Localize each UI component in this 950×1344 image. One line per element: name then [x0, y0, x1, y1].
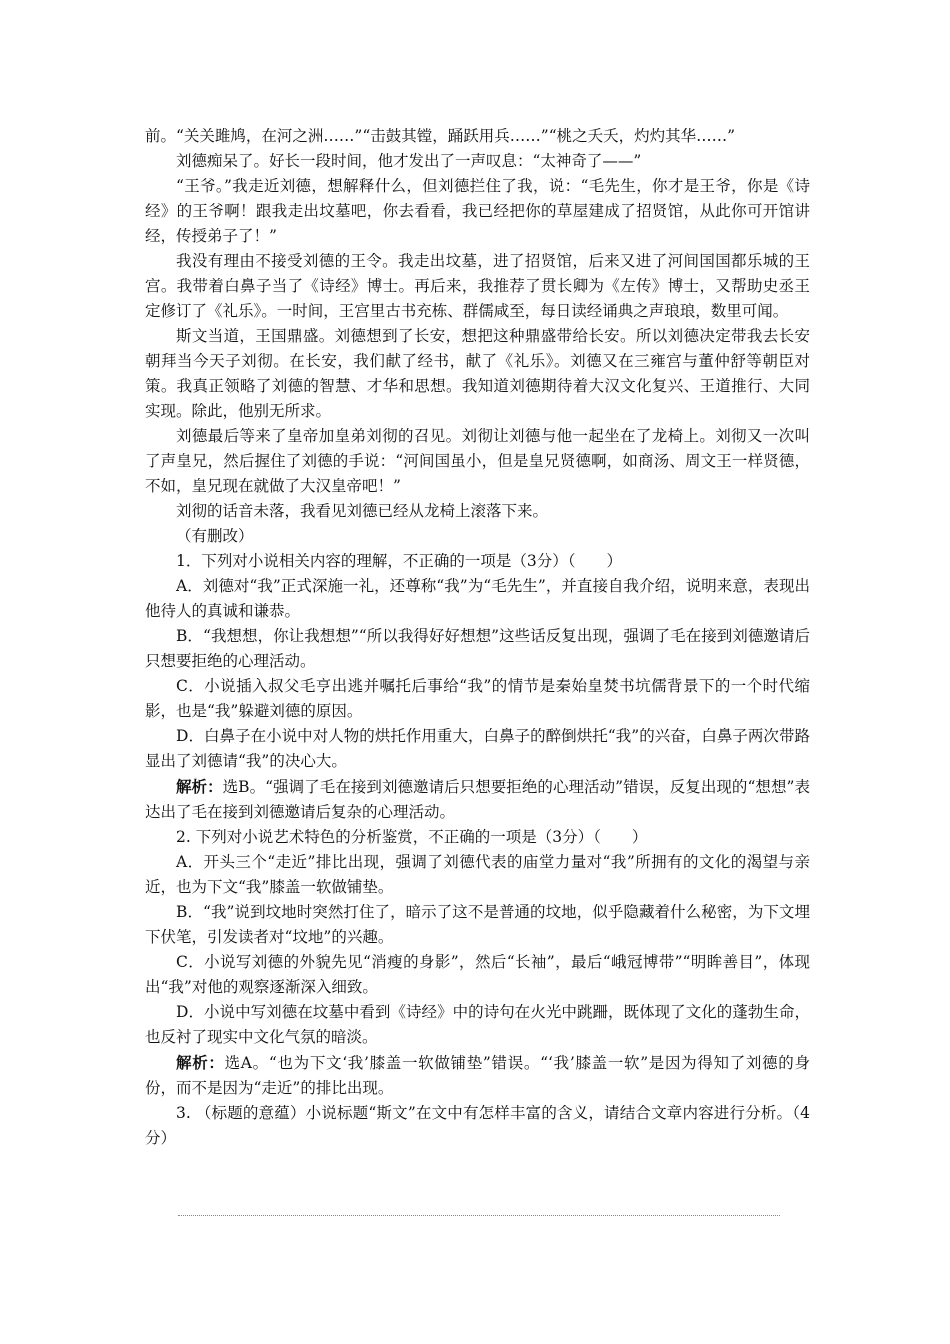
- question-3: 3. （标题的意蕴）小说标题“斯文”在文中有怎样丰富的含义，请结合文章内容进行分析。（4分）: [145, 1104, 810, 1147]
- paragraph: 刘德痴呆了。好长一段时间，他才发出了一声叹息：“太神奇了——”: [176, 152, 642, 170]
- analysis-label: 解析：: [176, 1053, 225, 1072]
- analysis-text: 选A。“也为下文‘我’膝盖一软做铺垫”错误。“‘我’膝盖一软”是因为得知了刘德的身份，而不是因为“走近”的排比出现。: [145, 1054, 810, 1097]
- document-body: [145, 124, 810, 1151]
- q1-option-c: C．小说插入叔父毛亨出逃并嘱托后事给“我”的情节是秦始皇焚书坑儒背景下的一个时代缩影，也是“我”躲避刘德的原因。: [145, 677, 810, 720]
- paragraph: 刘德最后等来了皇帝加皇弟刘彻的召见。刘彻让刘德与他一起坐在了龙椅上。刘彻又一次叫了声皇兄，然后握住了刘德的手说：“河间国虽小，但是皇兄贤德啊，如商汤、周文王一样贤德，不如，皇兄现在就做了大汉皇帝吧！”: [145, 427, 810, 495]
- q2-analysis: [145, 1050, 810, 1101]
- footer-divider: [178, 1215, 780, 1216]
- q1-option-b: B．“我想想，你让我想想”“所以我得好好想想”这些话反复出现，强调了毛在接到刘德邀请后只想要拒绝的心理活动。: [145, 627, 810, 670]
- q1-analysis: [145, 774, 810, 825]
- question-2: 2. 下列对小说艺术特色的分析鉴赏，不正确的一项是（3分）（ ）: [176, 828, 648, 846]
- q2-option-b: B．“我”说到坟地时突然打住了，暗示了这不是普通的坟地，似乎隐藏着什么秘密，为下文埋下伏笔，引发读者对“坟地”的兴趣。: [145, 903, 810, 946]
- paragraph: “王爷。”我走近刘德，想解释什么，但刘德拦住了我，说：“毛先生，你才是王爷，你是《诗经》的王爷啊！跟我走出坟墓吧，你去看看，我已经把你的草屋建成了招贤馆，从此你可开馆讲经，传授弟子了！”: [145, 177, 810, 245]
- q2-option-d: D．小说中写刘德在坟墓中看到《诗经》中的诗句在火光中跳跚，既体现了文化的蓬勃生命，也反衬了现实中文化气氛的暗淡。: [145, 1003, 810, 1046]
- paragraph: 前。“关关雎鸠，在河之洲……”“击鼓其镗，踊跃用兵……”“桃之夭夭，灼灼其华……”: [145, 127, 736, 145]
- paragraph: 斯文当道，王国鼎盛。刘德想到了长安，想把这种鼎盛带给长安。所以刘德决定带我去长安朝拜当今天子刘彻。在长安，我们献了经书，献了《礼乐》。刘德又在三雍宫与董仲舒等朝臣对策。我真正领略了刘德的智慧、才华和思想。我知道刘德期待着大汉文化复兴、王道推行、大同实现。除此，他别无所求。: [145, 327, 810, 420]
- analysis-text: 选B。“强调了毛在接到刘德邀请后只想要拒绝的心理活动”错误，反复出现的“想想”表达出了毛在接到刘德邀请后复杂的心理活动。: [145, 778, 810, 821]
- q1-option-d: D．白鼻子在小说中对人物的烘托作用重大，白鼻子的醉倒烘托“我”的兴奋，白鼻子两次带路显出了刘德请“我”的决心大。: [145, 727, 810, 770]
- paragraph: 刘彻的话音未落，我看见刘德已经从龙椅上滚落下来。: [176, 502, 549, 520]
- q2-option-c: C．小说写刘德的外貌先见“消瘦的身影”，然后“长袖”，最后“峨冠博带”“明眸善目”，体现出“我”对他的观察逐渐深入细致。: [145, 953, 810, 996]
- q2-option-a: A．开头三个“走近”排比出现，强调了刘德代表的庙堂力量对“我”所拥有的文化的渴望与亲近，也为下文“我”膝盖一软做铺垫。: [145, 853, 810, 896]
- source-note: （有删改）: [176, 527, 254, 545]
- analysis-label: 解析：: [176, 777, 223, 796]
- question-1: 1．下列对小说相关内容的理解，不正确的一项是（3分）（ ）: [176, 552, 622, 570]
- paragraph: 我没有理由不接受刘德的王令。我走出坟墓，进了招贤馆，后来又进了河间国国都乐城的王宫。我带着白鼻子当了《诗经》博士。再后来，我推荐了贯长卿为《左传》博士，又帮助史丞王定修订了《礼乐》。一时间，王宫里古书充栋、群儒咸至，每日读经诵典之声琅琅，数里可闻。: [145, 252, 810, 320]
- q1-option-a: A．刘德对“我”正式深施一礼，还尊称“我”为“毛先生”，并直接自我介绍，说明来意，表现出他待人的真诚和谦恭。: [145, 577, 810, 620]
